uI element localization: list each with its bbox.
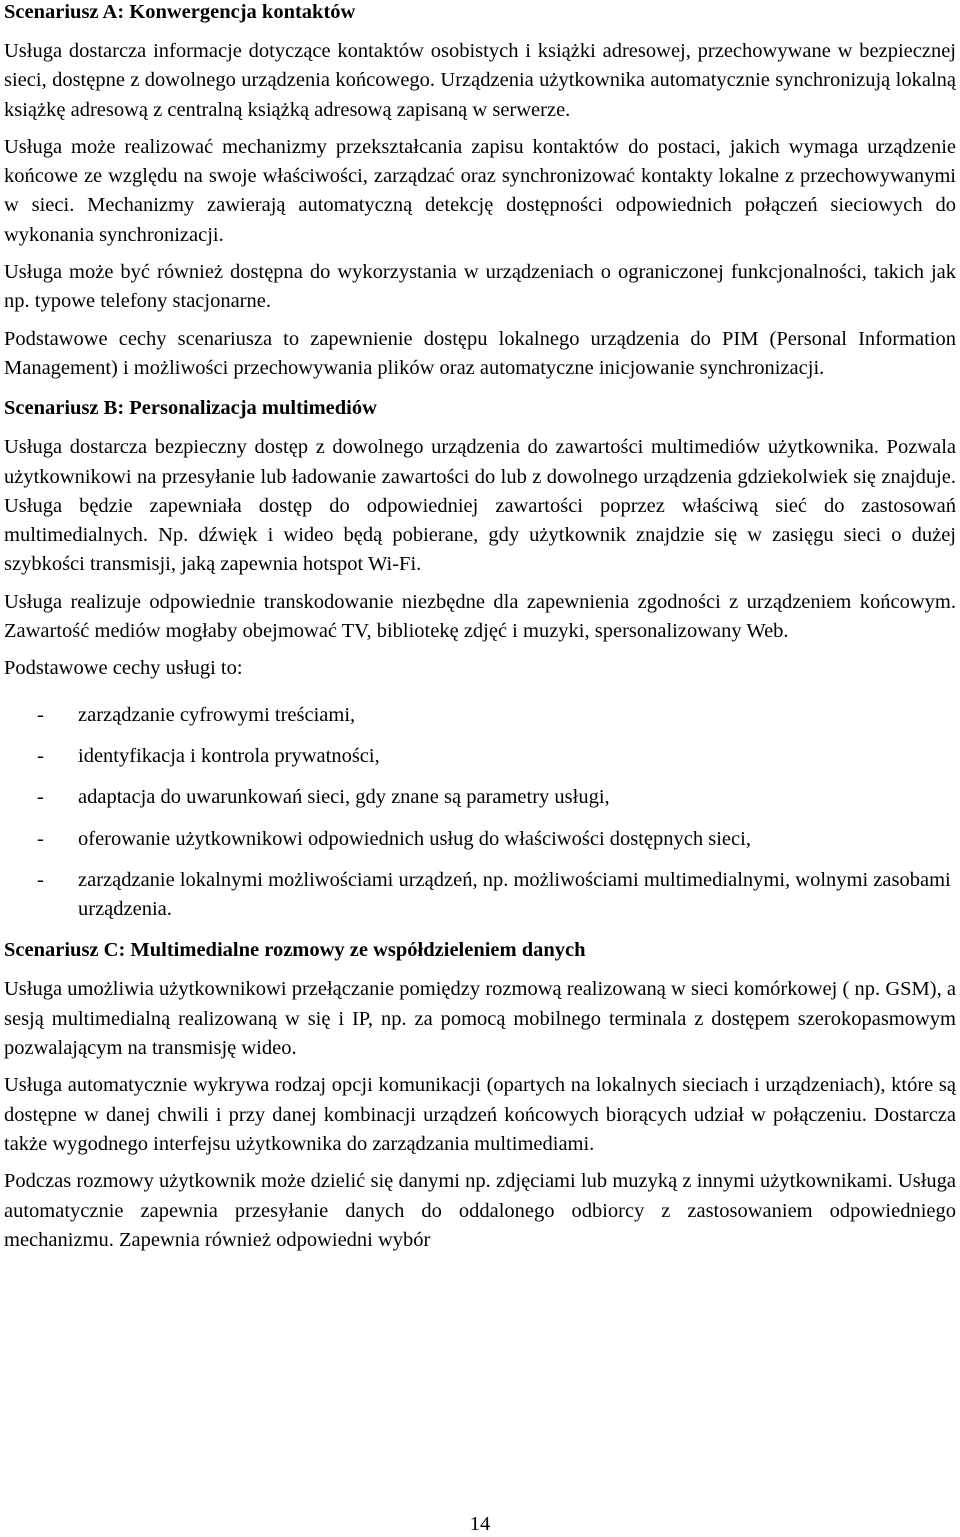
section-b-heading: Scenariusz B: Personalizacja multimediów <box>4 397 377 420</box>
list-item <box>4 783 956 812</box>
section-b-paragraph-1: Usługa dostarcza bezpieczny dostęp z dowolnego urządzenia do zawartości multimediów użytkownika. Pozwala użytkownikowi na przesyłanie lub ładowanie zawartości do lub z dowolnego urządzenia gdziekolwiek się znajduje. Usługa będzie zapewniała dostęp do odpowiedniej zawartości poprzez właściwą sieć do zastosowań multimedialnych. Np. dźwięk i wideo będą pobierane, gdy użytkownik znajdzie się w zasięgu sieci o dużej szybkości transmisji, jaką zapewnia hotspot Wi-Fi. <box>4 436 956 576</box>
section-b-paragraph-2: Usługa realizuje odpowiednie transkodowanie niezbędne dla zapewnienia zgodności z urządzeniem końcowym. Zawartość mediów mogłaby obejmować TV, bibliotekę zdjęć i muzyki, spersonalizowany Web. <box>4 590 956 643</box>
list-item-text: zarządzanie lokalnymi możliwościami urządzeń, np. możliwościami multimedialnymi, wolnymi zasobami urządzenia. <box>78 868 951 921</box>
section-a-paragraph-2: Usługa może realizować mechanizmy przekształcania zapisu kontaktów do postaci, jakich wymaga urządzenie końcowe ze względu na swoje właściwości, zarządzać oraz synchronizować kontakty lokalne z przechowywanymi w sieci. Mechanizmy zawierają automatyczną detekcję dostępności odpowiednich połączeń sieciowych do wykonania synchronizacji. <box>4 135 956 246</box>
list-bullet: - <box>37 868 44 891</box>
list-bullet: - <box>37 744 44 767</box>
list-item-text: identyfikacja i kontrola prywatności, <box>78 744 380 767</box>
list-item-text: adaptacja do uwarunkowań sieci, gdy znane są parametry usługi, <box>78 786 610 809</box>
section-b-paragraph-3: Podstawowe cechy usługi to: <box>4 657 243 680</box>
features-list <box>4 701 956 925</box>
list-bullet: - <box>37 703 44 726</box>
list-item <box>4 866 956 925</box>
page-number: 14 <box>469 1513 491 1535</box>
list-item <box>4 742 956 771</box>
list-item <box>4 701 956 730</box>
list-bullet: - <box>37 827 44 850</box>
section-c-paragraph-2: Usługa automatycznie wykrywa rodzaj opcji komunikacji (opartych na lokalnych sieciach i urządzeniach), które są dostępne w danej chwili i przy danej kombinacji urządzeń końcowych biorących udział w połączeniu. Dostarcza także wygodnego interfejsu użytkownika do zarządzania multimediami. <box>4 1074 956 1155</box>
list-item-text: zarządzanie cyfrowymi treściami, <box>78 703 356 726</box>
section-c-paragraph-1: Usługa umożliwia użytkownikowi przełączanie pomiędzy rozmową realizowaną w sieci komórkowej ( np. GSM), a sesją multimedialną realizowaną w się i IP, np. za pomocą mobilnego terminala z dostępem szerokopasmowym pozwalającym na transmisję wideo. <box>4 978 956 1060</box>
section-a-paragraph-1: Usługa dostarcza informacje dotyczące kontaktów osobistych i książki adresowej, przechowywane w bezpiecznej sieci, dostępne z dowolnego urządzenia końcowego. Urządzenia użytkownika automatycznie synchronizują lokalną książkę adresową z centralną książką adresową zapisaną w serwerze. <box>4 40 956 121</box>
section-a-paragraph-3: Usługa może być również dostępna do wykorzystania w urządzeniach o ograniczonej funkcjonalności, takich jak np. typowe telefony stacjonarne. <box>4 261 956 313</box>
list-item-text: oferowanie użytkownikowi odpowiednich usług do właściwości dostępnych sieci, <box>78 827 751 850</box>
section-a-paragraph-4: Podstawowe cechy scenariusza to zapewnienie dostępu lokalnego urządzenia do PIM (Personal Information Management) i możliwości przechowywania plików oraz automatyczne inicjowanie synchronizacji. <box>4 327 956 379</box>
section-c-paragraph-3: Podczas rozmowy użytkownik może dzielić się danymi np. zdjęciami lub muzyką z innymi użytkownikami. Usługa automatycznie zapewnia przesyłanie danych do oddalonego odbiorcy z zastosowaniem odpowiedniego mechanizmu. Zapewnia również odpowiedni wybór <box>4 1170 956 1251</box>
document-page <box>4 0 956 1255</box>
section-a-heading: Scenariusz A: Konwergencja kontaktów <box>4 1 356 23</box>
section-c-heading: Scenariusz C: Multimedialne rozmowy ze współdzieleniem danych <box>4 939 586 962</box>
list-bullet: - <box>37 786 44 809</box>
list-item <box>4 825 956 854</box>
